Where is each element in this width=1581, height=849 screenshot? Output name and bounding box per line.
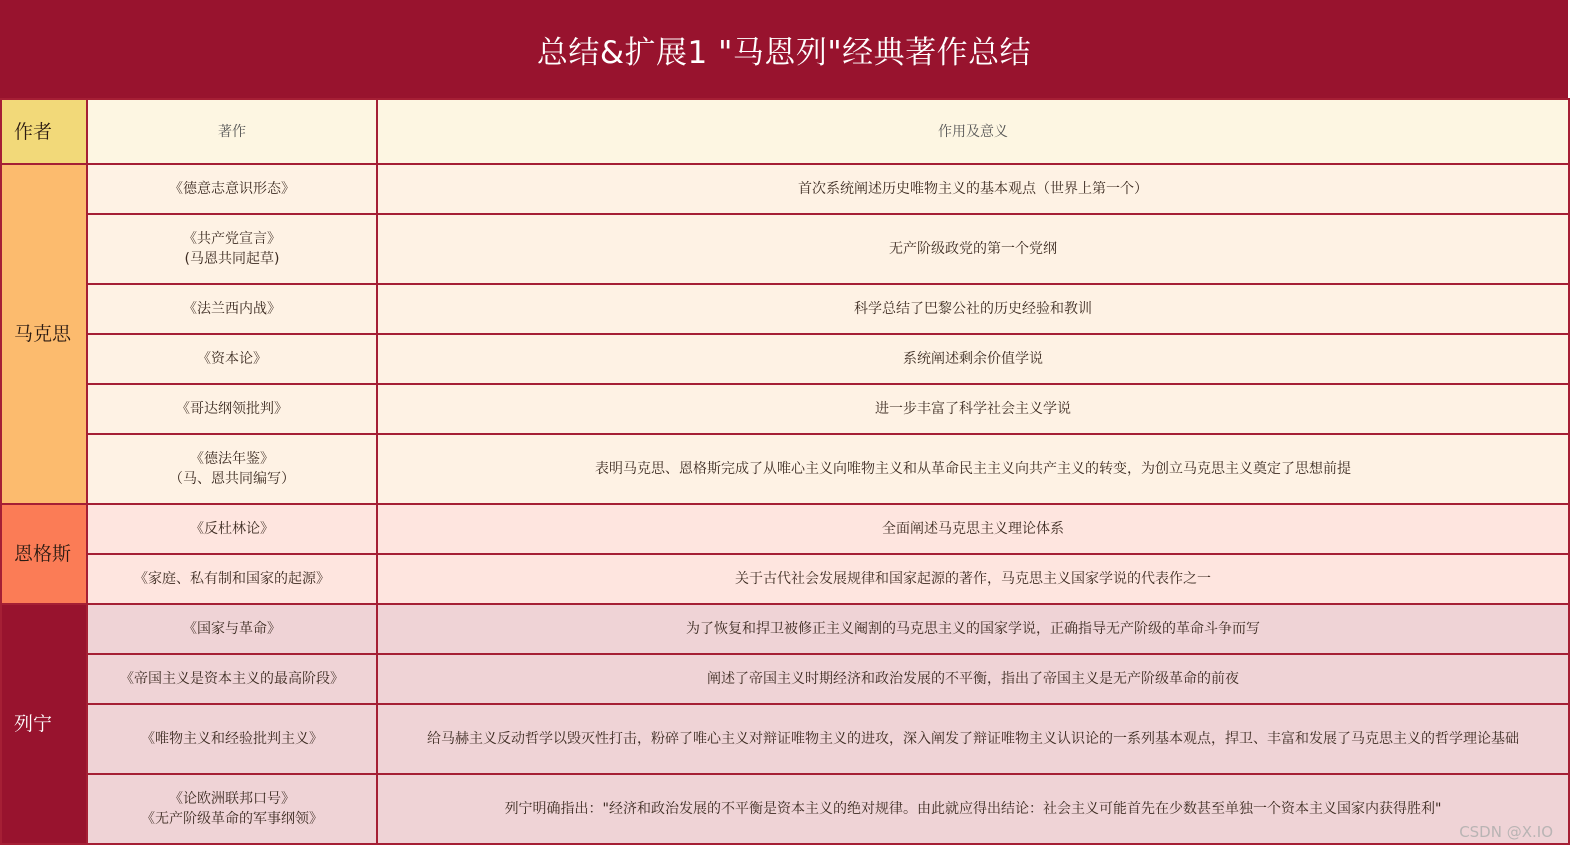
author-cell-marx: 马克思 bbox=[1, 164, 87, 504]
meaning-cell: 进一步丰富了科学社会主义学说 bbox=[377, 384, 1569, 434]
meaning-cell: 首次系统阐述历史唯物主义的基本观点（世界上第一个） bbox=[377, 164, 1569, 214]
work-title: 《家庭、私有制和国家的起源》 bbox=[134, 571, 330, 587]
work-cell bbox=[87, 604, 377, 654]
meaning-cell: 为了恢复和捍卫被修正主义阉割的马克思主义的国家学说，正确指导无产阶级的革命斗争而写 bbox=[377, 604, 1569, 654]
work-column-header: 著作 bbox=[87, 99, 377, 164]
table-row bbox=[1, 164, 1569, 214]
work-cell bbox=[87, 774, 377, 844]
work-cell bbox=[87, 554, 377, 604]
meaning-cell: 科学总结了巴黎公社的历史经验和教训 bbox=[377, 284, 1569, 334]
header-row bbox=[1, 99, 1569, 164]
work-title: 《反杜林论》 bbox=[190, 521, 274, 537]
author-cell-engels: 恩格斯 bbox=[1, 504, 87, 604]
work-title: 《德意志意识形态》 bbox=[169, 181, 295, 197]
meaning-column-header: 作用及意义 bbox=[377, 99, 1569, 164]
table-row bbox=[1, 504, 1569, 554]
meaning-cell: 给马赫主义反动哲学以毁灭性打击，粉碎了唯心主义对辩证唯物主义的进攻，深入阐发了辩证唯物主义认识论的一系列基本观点，捍卫、丰富和发展了马克思主义的哲学理论基础 bbox=[377, 704, 1569, 774]
meaning-cell: 全面阐述马克思主义理论体系 bbox=[377, 504, 1569, 554]
work-note: (马恩共同起草) bbox=[184, 251, 280, 267]
meaning-cell: 关于古代社会发展规律和国家起源的著作，马克思主义国家学说的代表作之一 bbox=[377, 554, 1569, 604]
table-row bbox=[1, 774, 1569, 844]
work-cell bbox=[87, 434, 377, 504]
works-table bbox=[0, 98, 1570, 845]
table-row bbox=[1, 654, 1569, 704]
work-title: 《法兰西内战》 bbox=[183, 301, 281, 317]
work-cell bbox=[87, 384, 377, 434]
table-row bbox=[1, 384, 1569, 434]
work-cell bbox=[87, 284, 377, 334]
work-cell bbox=[87, 164, 377, 214]
table-row bbox=[1, 214, 1569, 284]
work-title: 《哥达纲领批判》 bbox=[176, 401, 288, 417]
work-title: 《唯物主义和经验批判主义》 bbox=[141, 731, 323, 747]
work-title: 《德法年鉴》 bbox=[190, 451, 274, 467]
work-note: （马、恩共同编写） bbox=[169, 471, 295, 487]
page-title: 总结&扩展1 "马恩列"经典著作总结 bbox=[0, 0, 1568, 98]
table-row bbox=[1, 284, 1569, 334]
work-cell bbox=[87, 334, 377, 384]
meaning-cell: 阐述了帝国主义时期经济和政治发展的不平衡，指出了帝国主义是无产阶级革命的前夜 bbox=[377, 654, 1569, 704]
author-cell-lenin: 列宁 bbox=[1, 604, 87, 844]
table-row bbox=[1, 604, 1569, 654]
work-cell bbox=[87, 704, 377, 774]
work-title: 《共产党宣言》 bbox=[183, 231, 281, 247]
table-row bbox=[1, 334, 1569, 384]
work-title: 《资本论》 bbox=[197, 351, 267, 367]
meaning-cell: 系统阐述剩余价值学说 bbox=[377, 334, 1569, 384]
work-title: 《国家与革命》 bbox=[183, 621, 281, 637]
table-row bbox=[1, 434, 1569, 504]
table-row bbox=[1, 554, 1569, 604]
watermark: CSDN @X.IO bbox=[1459, 823, 1553, 841]
table-row bbox=[1, 704, 1569, 774]
work-cell bbox=[87, 214, 377, 284]
author-column-header: 作者 bbox=[1, 99, 87, 164]
work-cell bbox=[87, 504, 377, 554]
meaning-cell: 列宁明确指出："经济和政治发展的不平衡是资本主义的绝对规律。由此就应得出结论：社会主义可能首先在少数甚至单独一个资本主义国家内获得胜利" bbox=[377, 774, 1569, 844]
meaning-cell: 表明马克思、恩格斯完成了从唯心主义向唯物主义和从革命民主主义向共产主义的转变，为创立马克思主义奠定了思想前提 bbox=[377, 434, 1569, 504]
work-title: 《论欧洲联邦口号》 bbox=[169, 791, 295, 807]
work-title: 《帝国主义是资本主义的最高阶段》 bbox=[120, 671, 344, 687]
work-cell bbox=[87, 654, 377, 704]
meaning-cell: 无产阶级政党的第一个党纲 bbox=[377, 214, 1569, 284]
work-title: 《无产阶级革命的军事纲领》 bbox=[141, 811, 323, 827]
